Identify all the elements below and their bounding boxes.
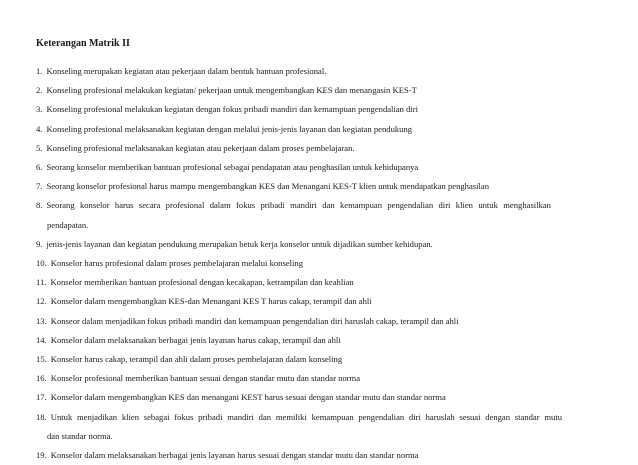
list-item <box>36 158 602 177</box>
list-item <box>36 388 602 407</box>
list-item <box>36 120 602 139</box>
item-text: Untuk menjadikan klien sebagai fokus pribadi mandiri dan memiliki kemampuan pengendalian diri haruslah sesuai dengan standar mutu <box>50 411 563 422</box>
item-text: Konseling profesional melakukan kegiatan dengan fokus pribadi mandiri dan kemampuan pengendalian diri <box>46 104 419 115</box>
item-text: Konselor harus cakap, terampil dan ahli dalam proses pembelajaran dalam konseling <box>50 354 343 365</box>
list-item <box>36 446 602 465</box>
list-item <box>36 235 602 254</box>
item-text: Konselor dalam mengembangkan KES dan menangani KEST harus sesuai dengan standar mutu dan standar norma <box>50 392 446 403</box>
item-text: Konselor dalam melaksanakan berbagai jenis layanan harus sesuai dengan standar mutu dan standar norma <box>50 450 419 461</box>
list-item <box>36 312 602 331</box>
item-number: 9. <box>36 238 43 249</box>
item-number: 17. <box>36 392 47 403</box>
list-item <box>36 350 602 369</box>
item-text: Konseling profesional melaksanakan kegiatan atau pekerjaan dalam proses pembelajaran. <box>46 142 355 153</box>
item-number: 15. <box>36 354 47 365</box>
item-text: Konseling merupakan kegiatan atau pekerjaan dalam bentuk bantuan profesional. <box>46 66 327 76</box>
list-item <box>36 62 602 81</box>
item-number: 19. <box>36 450 47 461</box>
list-item <box>36 408 602 446</box>
list-item <box>36 196 602 234</box>
item-text: Konselor profesional memberikan bantuan sesuai dengan standar mutu dan standar norma <box>50 373 361 384</box>
item-text: Konselor dalam melaksanakan berbagai jenis layanan harus cakap, terampil dan ahli <box>50 334 341 345</box>
list-item <box>36 254 602 273</box>
numbered-list <box>36 62 602 465</box>
list-item <box>36 292 602 311</box>
item-number: 14. <box>36 334 47 345</box>
item-number: 5. <box>36 142 43 153</box>
list-item <box>36 273 602 292</box>
item-number: 2. <box>36 85 43 96</box>
item-number: 1. <box>36 66 43 76</box>
item-text: Seorang konselor harus secara profesional dalam fokus pribadi mandiri dan kemampuan pengendalian diri klien untuk menghasilkan <box>46 200 551 211</box>
list-item <box>36 177 602 196</box>
item-number: 13. <box>36 315 47 326</box>
item-text: Konselor harus profesional dalam proses pembelajaran melalui konseling <box>50 258 303 269</box>
item-number: 10. <box>36 258 47 269</box>
item-number: 4. <box>36 123 43 134</box>
item-number: 3. <box>36 104 43 115</box>
item-text: Konseling profesional melakukan kegiatan/ pekerjaan untuk mengembangkan KES dan menangasin KES-T <box>46 85 417 96</box>
item-number: 18. <box>36 411 47 422</box>
list-item <box>36 81 602 100</box>
item-text: Konseor dalam menjadikan fokus pribadi mandiri dan kemampuan pengendalian diri haruslah cakap, terampil dan ahli <box>50 315 459 326</box>
item-number: 6. <box>36 162 43 173</box>
item-text: jenis-jenis layanan dan kegiatan pendukung merupakan betuk kerja konselor untuk dijadikan sumber kehidupan. <box>46 238 433 249</box>
item-text-continuation: dan standar norma. <box>47 430 113 441</box>
list-item <box>36 331 602 350</box>
item-number: 7. <box>36 181 43 192</box>
document-heading: Keterangan Matrik II <box>36 38 130 49</box>
item-text: Konseling profesional melaksanakan kegiatan dengan melalui jenis-jenis layanan dan kegiatan pendukung <box>46 123 413 134</box>
list-item <box>36 100 602 119</box>
item-text: Seorang konselor memberikan bantuan profesional sebagai pendapatan atau penghasilan untuk kehidupanya <box>46 162 419 173</box>
list-item <box>36 139 602 158</box>
item-number: 8. <box>36 200 43 211</box>
item-number: 12. <box>36 296 47 307</box>
item-text-continuation: pendapatan. <box>47 219 89 230</box>
item-text: Seorang konselor profesional harus mampu mengembangkan KES dan Menangani KES-T klien untuk mendapatkan penghasilan <box>46 181 490 192</box>
item-number: 11. <box>36 277 47 288</box>
item-number: 16. <box>36 373 47 384</box>
list-item <box>36 369 602 388</box>
item-text: Konselor dalam mengembangkan KES-dan Menangani KES T harus cakap, terampil dan ahli <box>50 296 372 307</box>
item-text: Konselor memberikan bantuan profesional dengan kecakapan, ketrampilan dan keahlian <box>50 277 354 288</box>
